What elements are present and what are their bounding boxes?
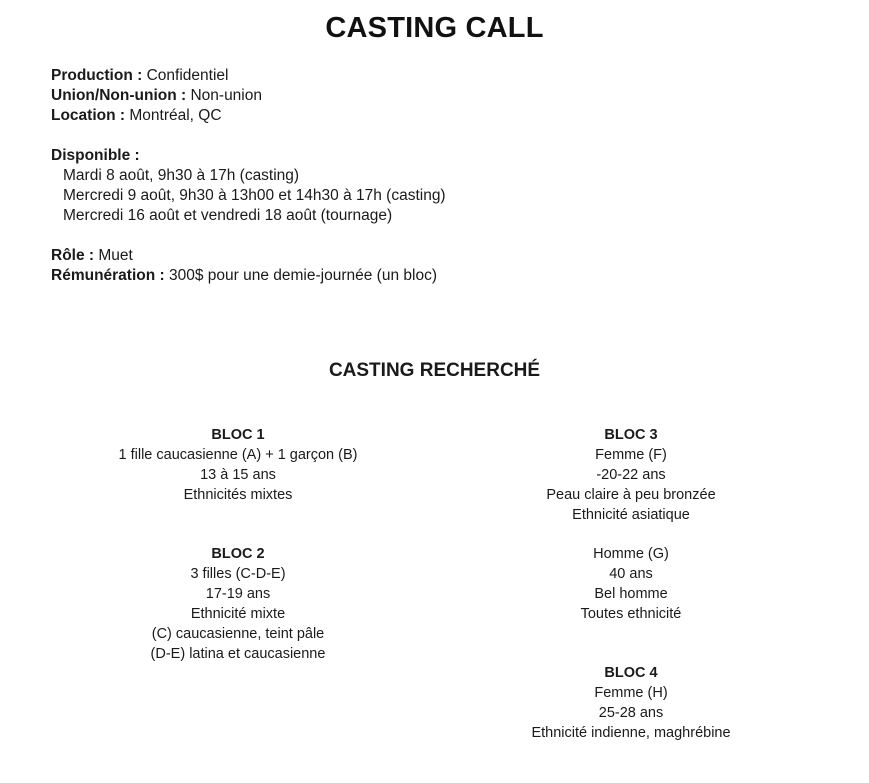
role-value: Muet xyxy=(98,247,133,264)
bloc-line: Femme (H) xyxy=(594,685,668,701)
production-value: Confidentiel xyxy=(146,67,229,84)
production-label: Production : xyxy=(51,67,143,84)
bloc-line: Ethnicités mixtes xyxy=(183,487,293,503)
location-row xyxy=(51,106,262,126)
bloc-heading: BLOC 4 xyxy=(604,665,658,681)
page-title: CASTING CALL xyxy=(325,12,544,44)
bloc-line: Bel homme xyxy=(594,586,668,602)
bloc-3-second-role xyxy=(461,544,801,624)
union-value: Non-union xyxy=(190,87,262,104)
location-value: Montréal, QC xyxy=(129,107,222,124)
role-block xyxy=(51,246,437,286)
bloc-heading: BLOC 2 xyxy=(211,546,265,562)
union-label: Union/Non-union : xyxy=(51,87,187,104)
availability-block xyxy=(51,146,446,226)
bloc-3 xyxy=(461,425,801,525)
bloc-heading: BLOC 1 xyxy=(211,427,265,443)
remuneration-label: Rémunération : xyxy=(51,267,165,284)
role-label: Rôle : xyxy=(51,247,95,264)
availability-line: Mercredi 16 août et vendredi 18 août (tournage) xyxy=(63,207,393,224)
bloc-line: 1 fille caucasienne (A) + 1 garçon (B) xyxy=(118,447,358,463)
section-title: CASTING RECHERCHÉ xyxy=(328,360,541,381)
disponible-label: Disponible : xyxy=(51,147,140,164)
bloc-line: Ethnicité indienne, maghrébine xyxy=(531,725,731,741)
availability-line: Mercredi 9 août, 9h30 à 13h00 et 14h30 à 17h (casting) xyxy=(63,187,446,204)
bloc-4 xyxy=(461,663,801,743)
location-label: Location : xyxy=(51,107,126,124)
bloc-line: 13 à 15 ans xyxy=(200,467,276,483)
bloc-line: Femme (F) xyxy=(595,447,667,463)
bloc-line: Ethnicité asiatique xyxy=(572,507,690,523)
info-block xyxy=(51,66,262,126)
remuneration-value: 300$ pour une demie-journée (un bloc) xyxy=(169,267,437,284)
bloc-line: Ethnicité mixte xyxy=(190,606,286,622)
union-row xyxy=(51,86,262,106)
production-row xyxy=(51,66,262,86)
role-row xyxy=(51,246,437,266)
bloc-line: Toutes ethnicité xyxy=(580,606,682,622)
bloc-heading: BLOC 3 xyxy=(604,427,658,443)
bloc-line: 40 ans xyxy=(609,566,653,582)
availability-line: Mardi 8 août, 9h30 à 17h (casting) xyxy=(63,167,300,184)
remuneration-row xyxy=(51,266,437,286)
bloc-1 xyxy=(68,425,408,505)
bloc-line: (D-E) latina et caucasienne xyxy=(150,646,326,662)
bloc-line: Peau claire à peu bronzée xyxy=(546,487,716,503)
bloc-line: 3 filles (C-D-E) xyxy=(190,566,286,582)
bloc-2 xyxy=(68,544,408,664)
bloc-line: (C) caucasienne, teint pâle xyxy=(151,626,325,642)
bloc-line: -20-22 ans xyxy=(596,467,666,483)
bloc-line: 25-28 ans xyxy=(598,705,664,721)
bloc-line: Homme (G) xyxy=(593,546,669,562)
bloc-line: 17-19 ans xyxy=(205,586,271,602)
